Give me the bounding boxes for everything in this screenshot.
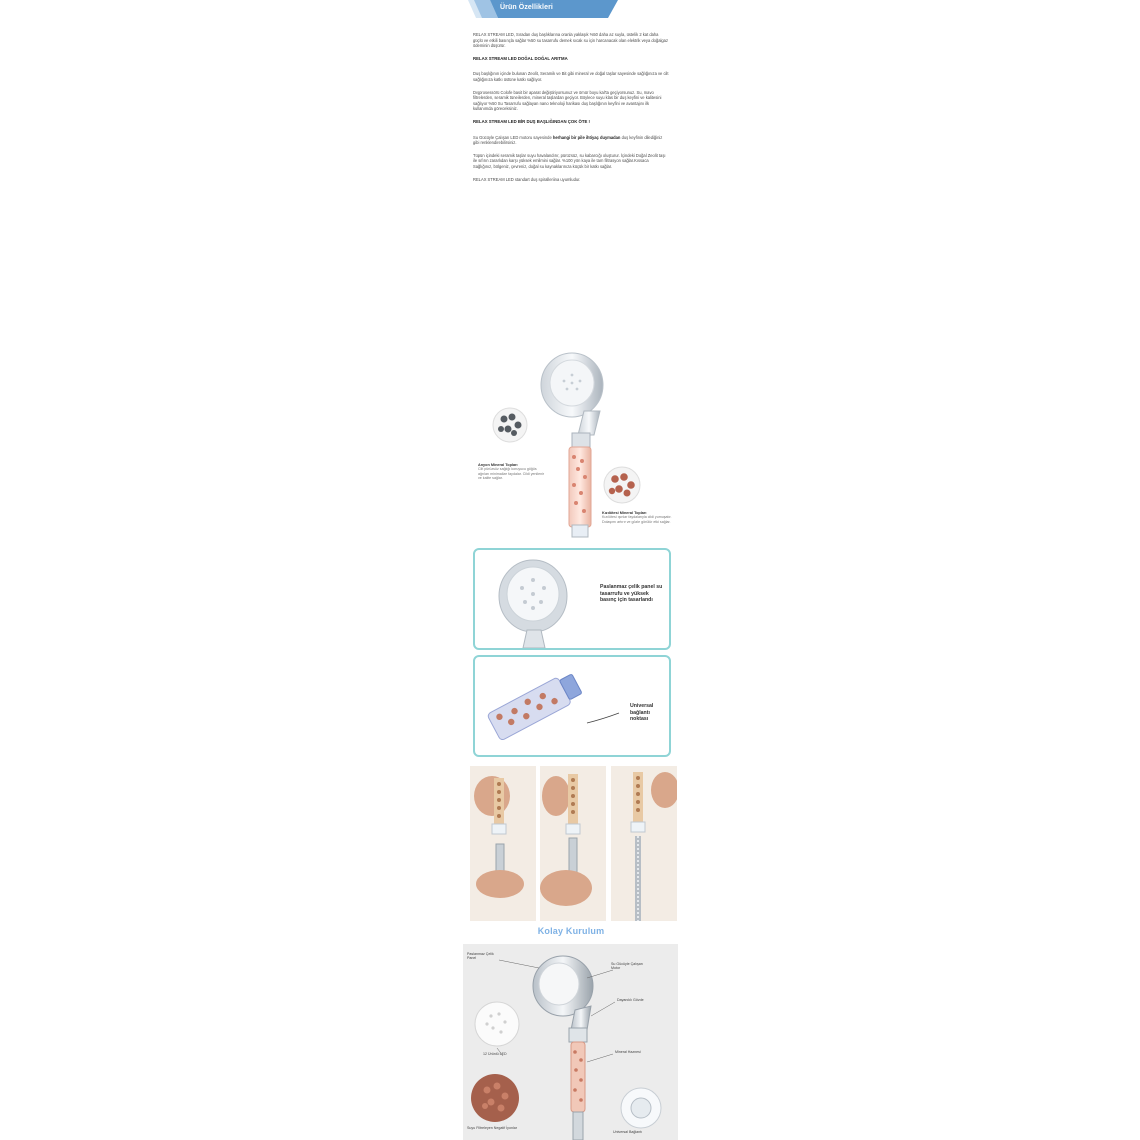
zeolite-paragraph: Duş başlığının içinde bulunan Zeolit, Seramik ve Bit gibi mineral ve doğal taşlar sayesinde sağlığınıza ve cilt sağlığınıza katkı üstüne katkı sağlıyor.	[473, 71, 669, 82]
intro-paragraph: RELAX STREAM LED, Sıradan duş başlıklarına oranla yaklaşık %50 daha az suyla, üstelik 2 kat daha güçlü ve etkili basınçla sağlar %50 su tasarrufu demek sıcak su için harcanacak olan elektrik veya doğalgaz ödeminin düşürür.	[473, 32, 669, 49]
install-step-2	[540, 766, 606, 921]
steel-panel-frame	[473, 548, 671, 650]
steel-panel-caption: Paslanmaz çelik panel su tasarrufu ve yüksek basınç için tasarlandı	[600, 584, 663, 604]
anion-caption: Anyon Mineral Topları Cilt pürüzsüz sağlığı koruyucu göğüs ağrıları minimalize faydalar. Cildi yenilenir ve kalite sağlar.	[478, 463, 545, 481]
label-negative-ion-filter: Suyu Filtreleyen Negatif İyonlar	[467, 1126, 517, 1130]
infrared-caption: Kızılötesi Mineral Topları Kızılötesi ışınlar faydalarıyla cildi yumuşatır. Dolaşımı artırır ve gözle görülür etki sağlar.	[602, 511, 672, 524]
banner-title: Ürün Özellikleri	[500, 4, 553, 11]
product-features-banner	[468, 0, 616, 20]
section-heading-natural-filter: RELAX STREAM LED DOĞAL DOĞAL ARITMA	[473, 55, 568, 61]
label-stainless-panel: Paslanmaz Çelik Panel	[467, 952, 494, 961]
led-paragraph: Su Gücüyle Çalışan LED motoru sayesinde herhangi bir pile ihtiyaç duymadan duş keyfinin dilediğiniz gibi renklendirebilirsiniz.	[473, 134, 663, 146]
label-water-motor: Su Gücüyle Çalışan Motor	[611, 962, 643, 971]
description-text	[473, 32, 669, 189]
universal-connection-caption: Universal bağlantı noktası	[630, 703, 654, 723]
label-universal-connection: Universal Bağlantı	[613, 1130, 643, 1134]
label-durable-body: Dayanıklı Gövde	[617, 998, 644, 1002]
ceramic-paragraph: Tüpün içindeki seramik taşlar suyu havalandırır, pürüzsüz, su kabarcığı oluşturur. İçindeki Doğal Zeolit taşı ile sıfırın zararlıdan karşı yüksek emilmini sağlar. %100 yön kaya ile tam filtrasyon sağlar.Kıssaca Sağlığınız, bölgeniz, çevreniz, doğal su kaynaklarınıza küçük bir katkı sağlar.	[473, 152, 666, 169]
section-heading-more-than-shower: RELAX STREAM LED BİR DUŞ BAŞLIĞINDAN ÇOK ÖTE !	[473, 118, 590, 124]
label-led: 12 Ürünlü LED	[483, 1052, 507, 1056]
product-description-column	[462, 0, 680, 1140]
label-mineral-chamber: Mineral Haznesi	[615, 1050, 641, 1054]
filter-paragraph: Dışprosessörü Colofe basit bir aparat değiştiriyorsunuz ve ömür boyu kal'ta geçiyorsunuz. Su, mavo filtrelerden, seramik tüneilerden, mineral taşlardan geçiyor. Böylece suyu klas bir duş keyfini ve kalitesini sağlıyor %50 Su Tasarrufu sağlayan nano teknoloji harikası duş başlığının keyfini ve avantajını ilk kullanımda göreceksiniz.	[473, 89, 662, 112]
compat-paragraph: RELAX STREAM LED standart duş spiralleriina uyumludur.	[473, 176, 581, 182]
universal-connection-frame	[473, 655, 671, 757]
shower-head-product-photo	[472, 345, 677, 540]
installation-steps-photos	[470, 766, 677, 921]
product-parts-diagram	[463, 944, 678, 1140]
parts-diagram-illustration	[463, 944, 678, 1140]
install-step-1	[470, 766, 536, 921]
install-step-3	[611, 766, 677, 921]
easy-installation-title: Kolay Kurulum	[537, 926, 605, 936]
